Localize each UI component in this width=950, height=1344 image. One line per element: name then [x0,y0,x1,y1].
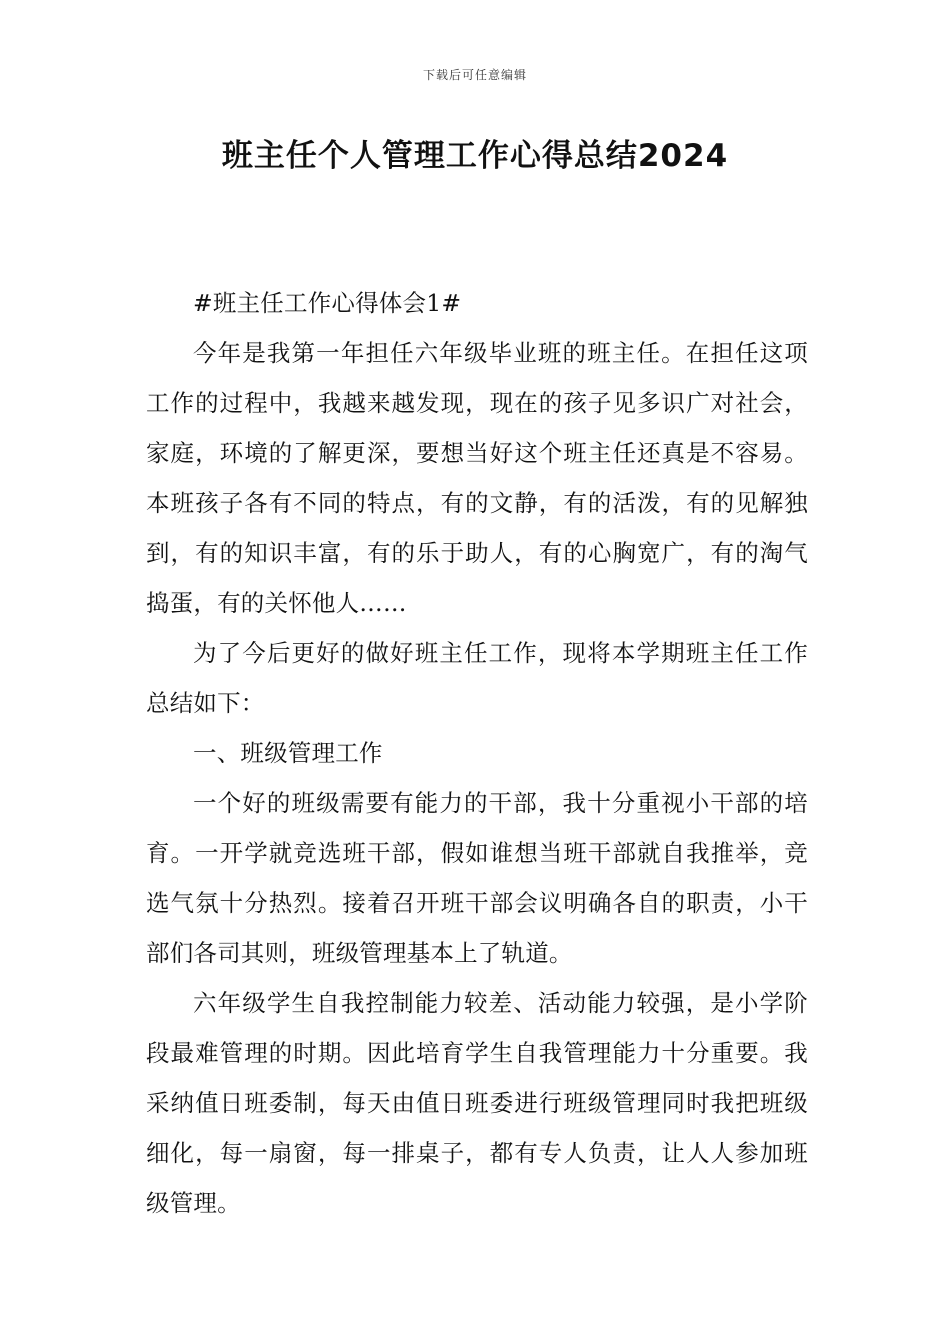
section-heading-class-management: 一、班级管理工作 [193,739,383,767]
header-note: 下载后可任意编辑 [422,68,527,82]
section-heading-experience-1: #班主任工作心得体会1# [193,289,462,317]
paragraph-self-management: 六年级学生自我控制能力较差、活动能力较强，是小学阶段最难管理的时期。因此培育学生自我管理能力十分重要。我采纳值日班委制，每天由值日班委进行班级管理同时我把班级细化，每一扇窗，每一排桌子，都有专人负责，让人人参加班级管理。 [146,989,808,1217]
paragraph-class-cadres: 一个好的班级需要有能力的干部，我十分重视小干部的培育。一开学就竞选班干部，假如谁想当班干部就自我推举，竞选气氛十分热烈。接着召开班干部会议明确各自的职责，小干部们各司其则，班级管理基本上了轨道。 [146,789,808,967]
document-body [146,278,808,1228]
paragraph-intro: 今年是我第一年担任六年级毕业班的班主任。在担任这项工作的过程中，我越来越发现，现在的孩子见多识广对社会，家庭，环境的了解更深，要想当好这个班主任还真是不容易。本班孩子各有不同的特点，有的文静，有的活泼，有的见解独到，有的知识丰富，有的乐于助人，有的心胸宽广，有的淘气捣蛋，有的关怀他人…… [146,339,808,617]
document-title: 班主任个人管理工作心得总结2024 [221,138,729,174]
paragraph-summary-lead: 为了今后更好的做好班主任工作，现将本学期班主任工作总结如下： [146,639,808,717]
